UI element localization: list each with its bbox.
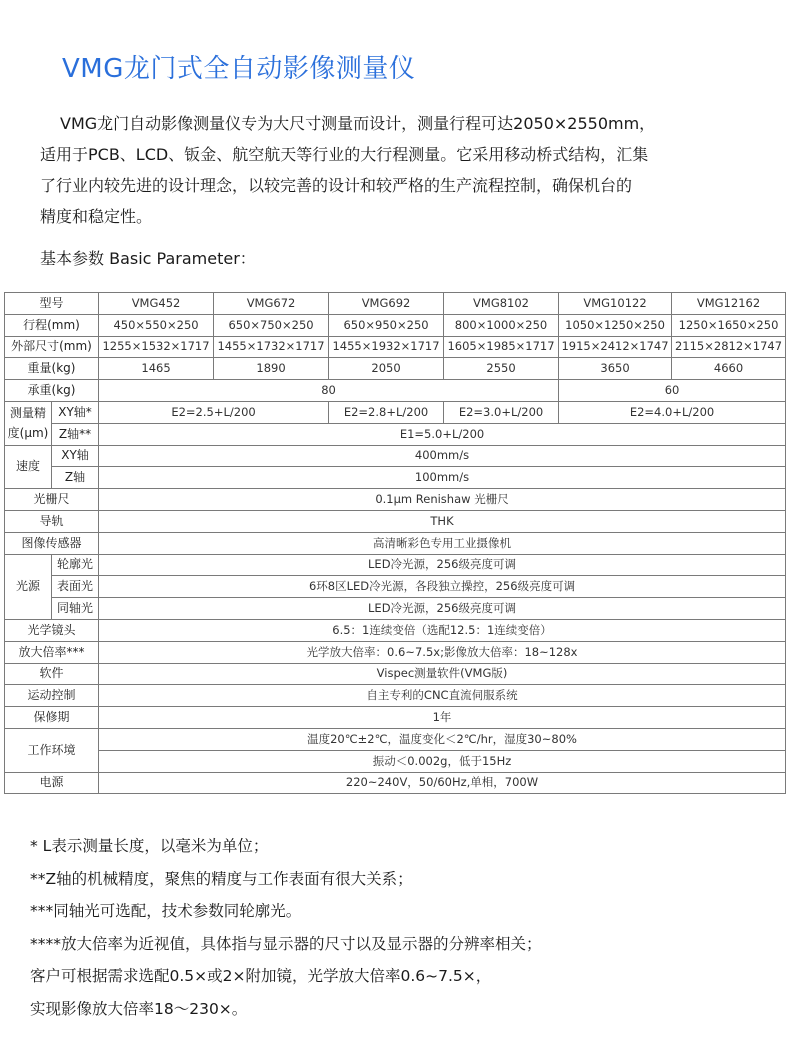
dims-cell: 2115×2812×1747: [672, 336, 786, 358]
table-row: [5, 423, 786, 445]
speed-xy-cell: 400mm/s: [99, 445, 786, 467]
sensor-cell: 高清晰彩色专用工业摄像机: [99, 532, 786, 554]
travel-cell: 1050×1250×250: [559, 314, 672, 336]
spec-table: [4, 292, 786, 794]
motion-cell: 自主专利的CNC直流伺服系统: [99, 685, 786, 707]
table-row: [5, 510, 786, 532]
scale-cell: 0.1μm Renishaw 光栅尺: [99, 489, 786, 511]
intro-line-4: 精度和稳定性。: [40, 207, 153, 226]
speed-xy-label: XY轴: [52, 445, 99, 467]
table-row: [5, 401, 786, 423]
table-row: [5, 728, 786, 750]
accuracy-xy-cell: E2=3.0+L/200: [444, 401, 559, 423]
guide-cell: THK: [99, 510, 786, 532]
table-row: [5, 532, 786, 554]
dims-cell: 1455×1932×1717: [329, 336, 444, 358]
model-cell: VMG10122: [559, 293, 672, 315]
footnote: ***同轴光可选配，技术参数同轮廓光。: [30, 902, 302, 920]
motion-label: 运动控制: [5, 685, 99, 707]
table-row: [5, 663, 786, 685]
accuracy-xy-label: XY轴*: [52, 401, 99, 423]
env-cell: 温度20℃±2℃，温度变化＜2℃/hr，湿度30~80%: [99, 728, 786, 750]
footnote: ****放大倍率为近视值，具体指与显示器的尺寸以及显示器的分辨率相关；: [30, 934, 542, 953]
accuracy-xy-cell: E2=4.0+L/200: [559, 401, 786, 423]
light-coaxial-label: 同轴光: [52, 598, 99, 620]
light-label: 光源: [5, 554, 52, 619]
accuracy-xy-cell: E2=2.5+L/200: [99, 401, 329, 423]
table-row: [5, 707, 786, 729]
lens-cell: 6.5：1连续变倍（选配12.5：1连续变倍）: [99, 619, 786, 641]
table-row: [5, 445, 786, 467]
lens-label: 光学镜头: [5, 619, 99, 641]
guide-label: 导轨: [5, 510, 99, 532]
dims-cell: 1255×1532×1717: [99, 336, 214, 358]
software-cell: Vispec测量软件(VMG版): [99, 663, 786, 685]
dims-label: 外部尺寸(mm): [5, 336, 99, 358]
table-row: [5, 641, 786, 663]
accuracy-xy-cell: E2=2.8+L/200: [329, 401, 444, 423]
model-cell: VMG12162: [672, 293, 786, 315]
travel-cell: 1250×1650×250: [672, 314, 786, 336]
travel-cell: 650×950×250: [329, 314, 444, 336]
intro-line-1: VMG龙门自动影像测量仪专为大尺寸测量而设计，测量行程可达2050×2550mm，: [60, 114, 656, 133]
travel-cell: 800×1000×250: [444, 314, 559, 336]
weight-cell: 1890: [214, 358, 329, 380]
weight-cell: 2550: [444, 358, 559, 380]
table-row: [5, 489, 786, 511]
speed-label: 速度: [5, 445, 52, 489]
mag-label: 放大倍率***: [5, 641, 99, 663]
env-label: 工作环境: [5, 728, 99, 772]
accuracy-z-label: Z轴**: [52, 423, 99, 445]
table-row: [5, 380, 786, 402]
travel-label: 行程(mm): [5, 314, 99, 336]
table-row: [5, 314, 786, 336]
footnotes: [30, 830, 770, 1025]
model-cell: VMG452: [99, 293, 214, 315]
section-heading: 基本参数 Basic Parameter：: [40, 249, 256, 268]
intro-line-3: 了行业内较先进的设计理念，以较完善的设计和较严格的生产流程控制，确保机台的: [40, 176, 633, 195]
accuracy-z-cell: E1=5.0+L/200: [99, 423, 786, 445]
dims-cell: 1915×2412×1747: [559, 336, 672, 358]
light-coaxial-cell: LED冷光源，256级亮度可调: [99, 598, 786, 620]
light-contour-cell: LED冷光源，256级亮度可调: [99, 554, 786, 576]
dims-cell: 1605×1985×1717: [444, 336, 559, 358]
power-cell: 220~240V，50/60Hz,单相，700W: [99, 772, 786, 794]
model-label: 型号: [5, 293, 99, 315]
warranty-cell: 1年: [99, 707, 786, 729]
weight-cell: 1465: [99, 358, 214, 380]
page-title: VMG龙门式全自动影像测量仪: [62, 54, 416, 84]
warranty-label: 保修期: [5, 707, 99, 729]
table-row: [5, 336, 786, 358]
accuracy-label: 测量精度(μm): [5, 401, 52, 445]
load-cell: 80: [99, 380, 559, 402]
scale-label: 光栅尺: [5, 489, 99, 511]
footnote: **Z轴的机械精度，聚焦的精度与工作表面有很大关系；: [30, 869, 413, 888]
table-row: [5, 358, 786, 380]
table-row: [5, 554, 786, 576]
intro-line-2: 适用于PCB、LCD、钣金、航空航天等行业的大行程测量。它采用移动桥式结构，汇集: [40, 145, 649, 164]
table-row: [5, 598, 786, 620]
table-row: [5, 576, 786, 598]
model-cell: VMG672: [214, 293, 329, 315]
env-cell: 振动＜0.002g，低于15Hz: [99, 750, 786, 772]
light-surface-cell: 6环8区LED冷光源，各段独立操控，256级亮度可调: [99, 576, 786, 598]
light-surface-label: 表面光: [52, 576, 99, 598]
model-cell: VMG8102: [444, 293, 559, 315]
weight-cell: 2050: [329, 358, 444, 380]
table-row: [5, 293, 786, 315]
footnote: 客户可根据需求选配0.5×或2×附加镜，光学放大倍率0.6~7.5×，: [30, 967, 492, 985]
travel-cell: 650×750×250: [214, 314, 329, 336]
weight-label: 重量(kg): [5, 358, 99, 380]
footnote: 实现影像放大倍率18～230×。: [30, 999, 248, 1018]
intro-paragraph: [40, 108, 740, 232]
table-row: [5, 467, 786, 489]
speed-z-label: Z轴: [52, 467, 99, 489]
model-cell: VMG692: [329, 293, 444, 315]
weight-cell: 4660: [672, 358, 786, 380]
footnote: * L表示测量长度，以毫米为单位；: [30, 837, 269, 855]
table-row: [5, 772, 786, 794]
load-cell: 60: [559, 380, 786, 402]
table-row: [5, 685, 786, 707]
light-contour-label: 轮廓光: [52, 554, 99, 576]
sensor-label: 图像传感器: [5, 532, 99, 554]
mag-cell: 光学放大倍率：0.6~7.5x;影像放大倍率：18~128x: [99, 641, 786, 663]
weight-cell: 3650: [559, 358, 672, 380]
table-row: [5, 750, 786, 772]
power-label: 电源: [5, 772, 99, 794]
travel-cell: 450×550×250: [99, 314, 214, 336]
dims-cell: 1455×1732×1717: [214, 336, 329, 358]
load-label: 承重(kg): [5, 380, 99, 402]
speed-z-cell: 100mm/s: [99, 467, 786, 489]
software-label: 软件: [5, 663, 99, 685]
table-row: [5, 619, 786, 641]
